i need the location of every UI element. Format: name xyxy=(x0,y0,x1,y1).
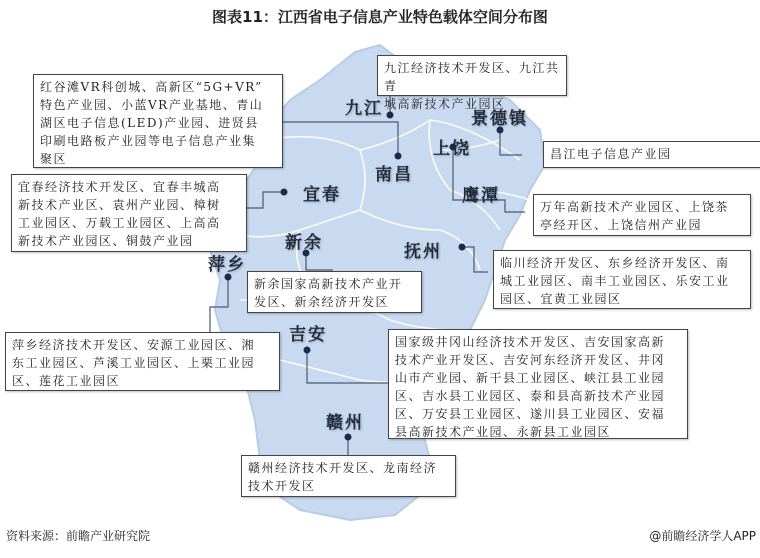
box-line: 萍乡经济技术开发区、安源工业园区、湘 xyxy=(12,338,256,352)
info-box-jiujiang xyxy=(377,55,567,111)
city-label-shangrao: 上饶 xyxy=(433,139,471,159)
city-label-nanchang: 南昌 xyxy=(375,165,413,185)
city-label-xinyu: 新余 xyxy=(285,233,323,253)
info-box-shangrao xyxy=(533,194,751,236)
box-line: 九江经济技术开发区、九江共青 xyxy=(384,61,560,93)
box-line: 万年高新技术产业园区、上饶茶 xyxy=(540,200,730,214)
info-box-fuzhou xyxy=(493,250,751,309)
box-line: 宜春经济技术开发区、宜春丰城高 xyxy=(18,180,221,194)
info-box-pingxiang xyxy=(5,332,280,391)
box-line: 临川经济开发区、东乡经济开发区、南 xyxy=(500,256,730,270)
box-line: 区、吉水县工业园区、泰和县高新技术产业园 xyxy=(395,389,666,403)
city-label-jingdezhen: 景德镇 xyxy=(471,109,528,129)
info-box-jingdezhen xyxy=(543,141,760,168)
box-line: 湖区电子信息(LED)产业园、进贤县 xyxy=(40,116,259,130)
box-line: 昌江电子信息产业园 xyxy=(550,147,672,161)
box-line: 特色产业园、小蓝VR产业基地、青山 xyxy=(40,98,264,112)
city-label-jiujiang: 九江 xyxy=(345,99,383,119)
box-line: 县高新技术产业园、永新县工业园区 xyxy=(395,425,612,439)
info-box-ganzhou xyxy=(241,455,456,497)
box-line: 工业园区、万载工业园区、上高高 xyxy=(18,216,221,230)
city-label-ganzhou: 赣州 xyxy=(326,413,364,433)
city-label-fuzhou: 抚州 xyxy=(404,242,442,262)
box-line: 聚区 xyxy=(40,152,68,166)
box-line: 发区、新余经济开发区 xyxy=(254,295,390,309)
city-label-jian: 吉安 xyxy=(289,325,327,345)
box-line: 城工业园区、南丰工业园区、乐安工业 xyxy=(500,274,730,288)
box-line: 山市产业园、新干县工业园区、峡江县工业园 xyxy=(395,371,666,385)
source-note: 资料来源：前瞻产业研究院 xyxy=(6,529,151,543)
credit-note: @前瞻经济学人APP xyxy=(649,529,756,543)
box-line: 技术开发区 xyxy=(248,479,316,493)
box-line: 城高新技术产业园区 xyxy=(384,97,506,111)
box-line: 亭经开区、上饶信州产业园 xyxy=(540,218,703,232)
info-box-yichun xyxy=(11,174,247,252)
box-line: 园区、宜黄工业园区 xyxy=(500,292,622,306)
box-line: 区、万安县工业园区、遂川县工业园区、安福 xyxy=(395,407,666,421)
info-box-nanchang xyxy=(33,74,283,168)
box-line: 技术产业开发区、吉安河东经济开发区、井冈 xyxy=(395,353,666,367)
box-line: 东工业园区、芦溪工业园区、上栗工业园 xyxy=(12,356,256,370)
figure-title: 图表11：江西省电子信息产业特色载体空间分布图 xyxy=(212,8,548,26)
box-line: 新余国家高新技术产业开 xyxy=(254,277,403,291)
box-line: 红谷滩VR科创城、高新区“5G+VR” xyxy=(40,80,263,94)
box-line: 赣州经济技术开发区、龙南经济 xyxy=(248,461,438,475)
city-label-yingtan: 鹰潭 xyxy=(462,186,500,206)
box-line: 新技术产业区、袁州产业园、樟树 xyxy=(18,198,221,212)
info-box-jian xyxy=(388,329,688,439)
box-line: 印刷电路板产业园等电子信息产业集 xyxy=(40,134,257,148)
box-line: 区、莲花工业园区 xyxy=(12,374,121,388)
box-line: 国家级井冈山经济技术开发区、吉安国家高新 xyxy=(395,335,666,349)
info-box-xinyu xyxy=(247,271,422,313)
city-label-pingxiang: 萍乡 xyxy=(208,255,246,275)
city-label-yichun: 宜春 xyxy=(303,185,341,205)
box-line: 新技术产业园区、铜鼓产业园 xyxy=(18,234,194,248)
